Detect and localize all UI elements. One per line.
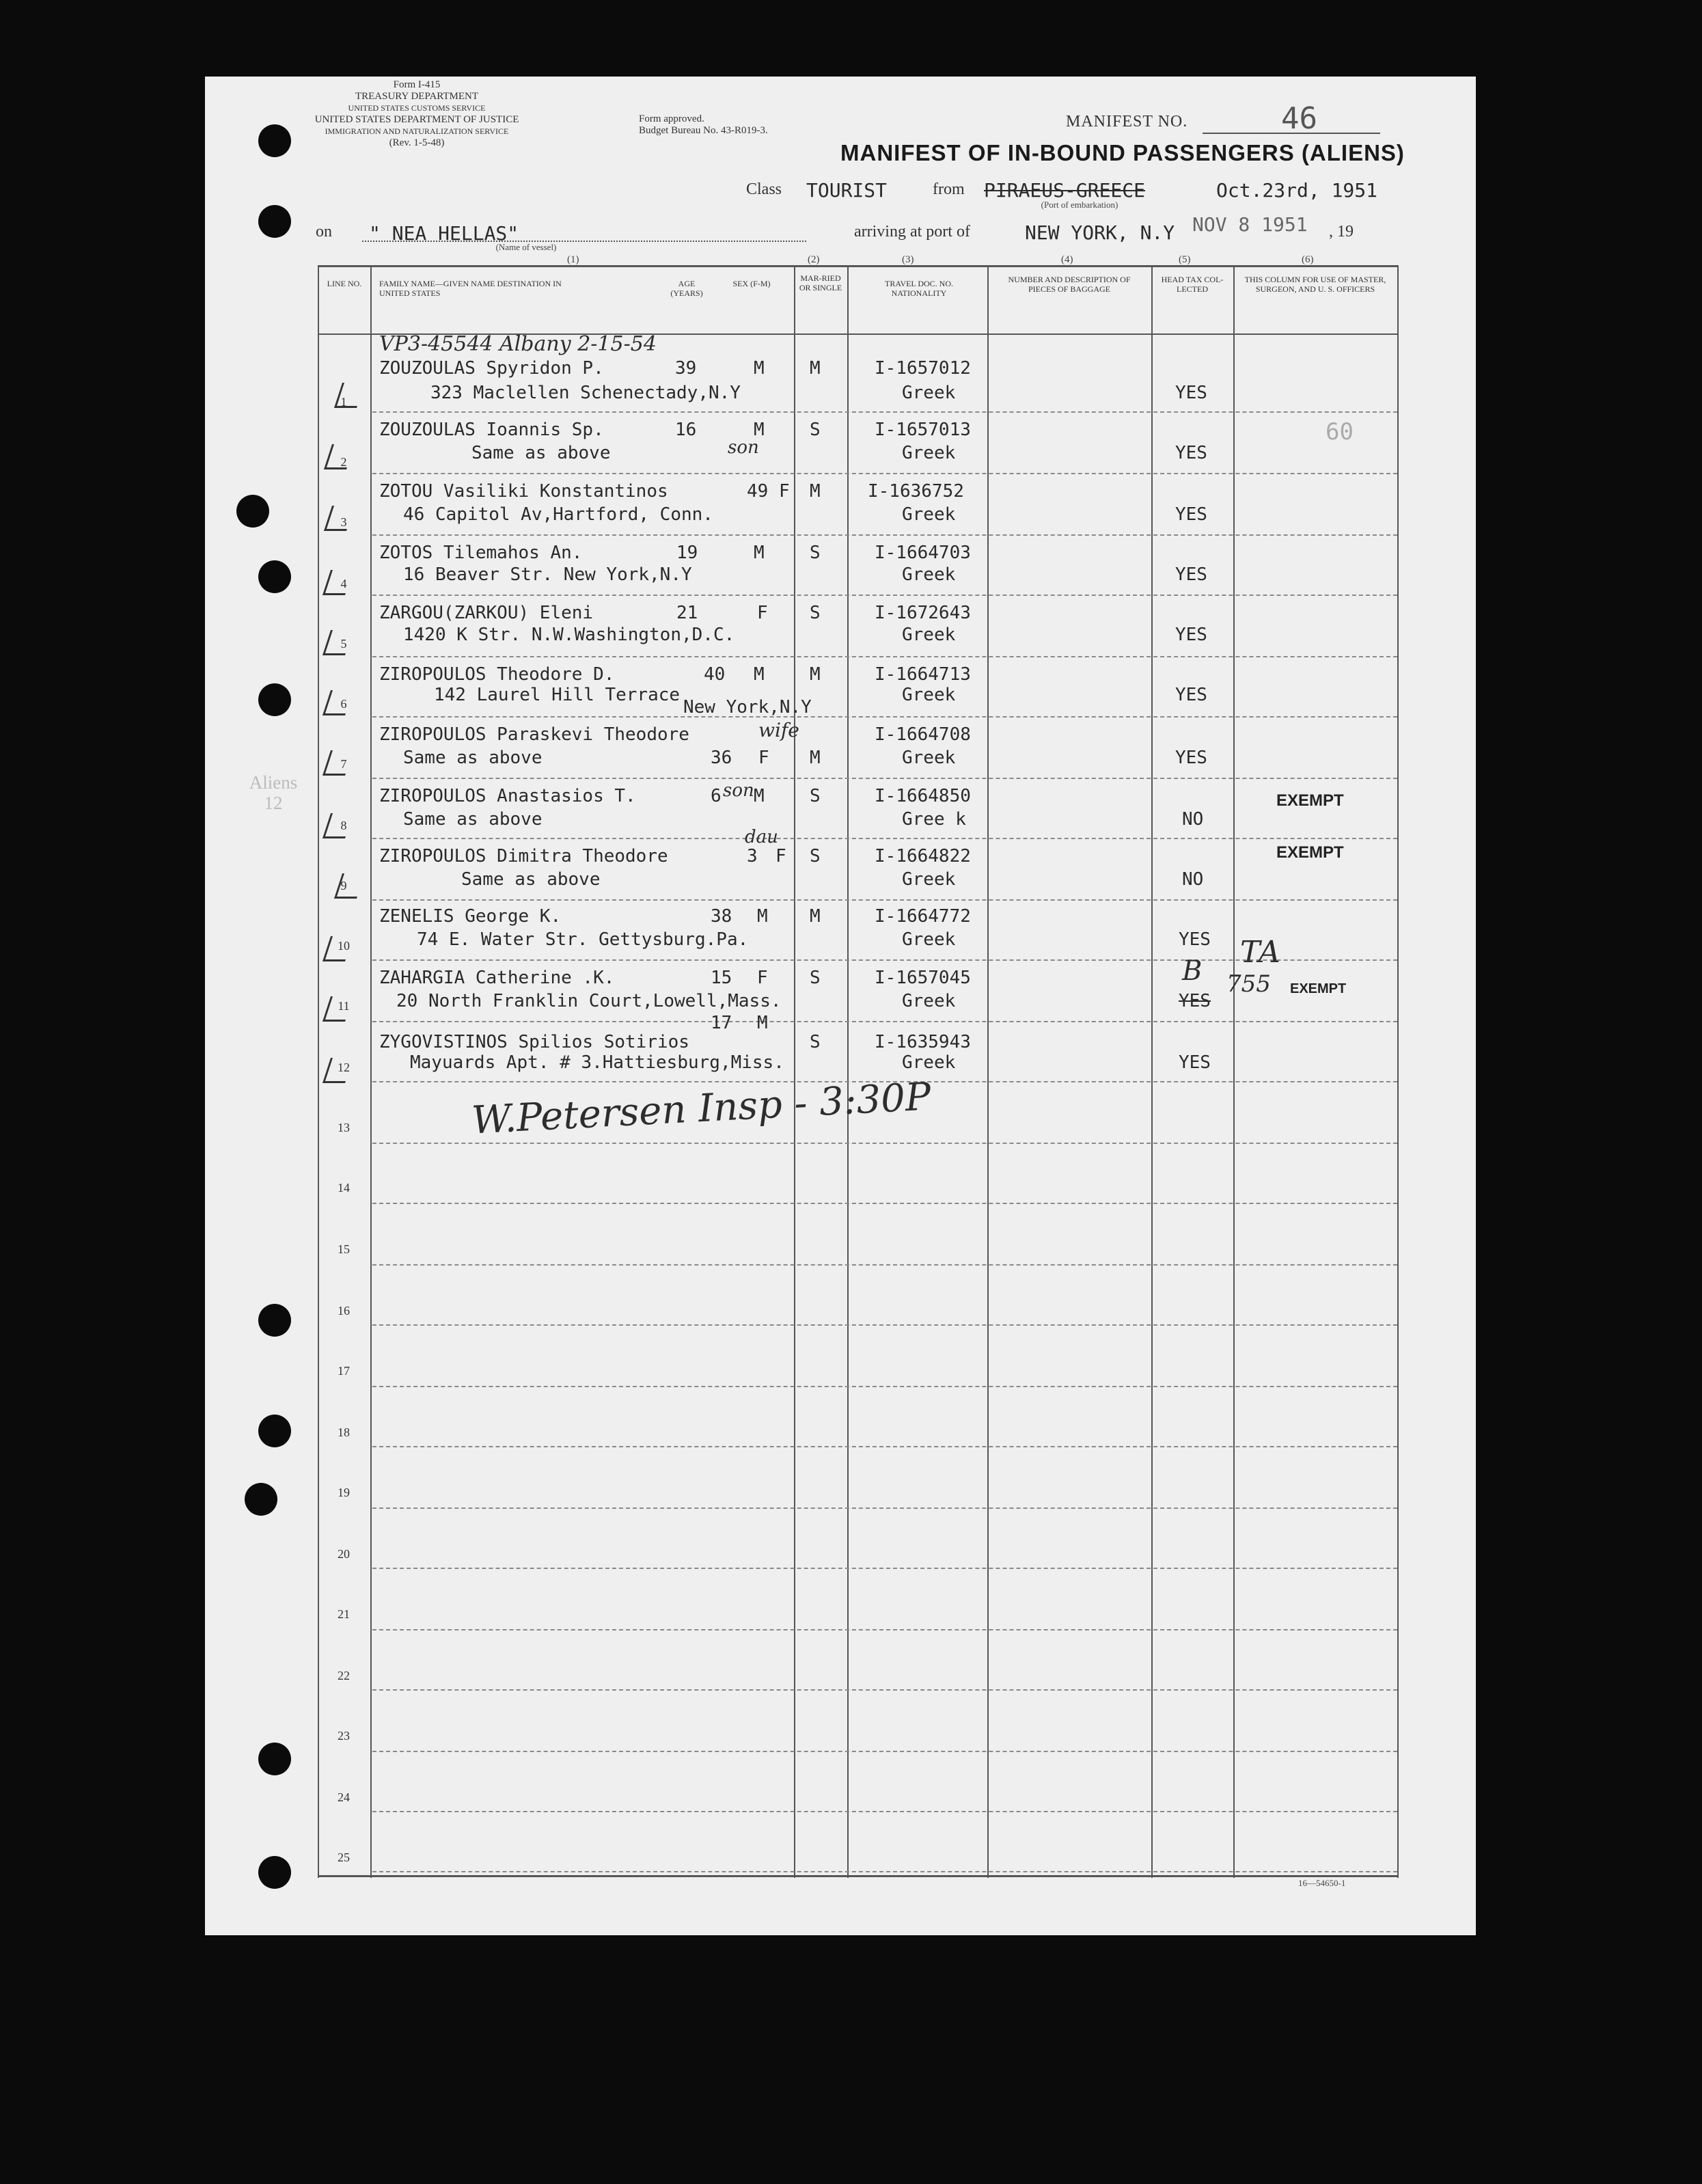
punch-hole — [236, 495, 269, 528]
travel-doc-no: I-1657045 — [875, 968, 971, 988]
destination-address: 20 North Franklin Court,Lowell,Mass. — [396, 991, 782, 1011]
travel-doc-no: I-1657012 — [875, 358, 971, 379]
manifest-no-value: 46 — [1281, 101, 1317, 136]
line-number: 15 — [338, 1242, 350, 1256]
class-label: Class — [746, 180, 782, 198]
passenger-sex: F — [757, 968, 768, 988]
destination-address: Same as above — [471, 443, 611, 463]
manifest-no-rule — [1203, 133, 1380, 134]
head-tax: YES — [1179, 929, 1211, 950]
ta-annotation: TA — [1240, 935, 1280, 970]
exempt-stamp: EXEMPT — [1290, 981, 1347, 996]
row-rule — [372, 1264, 1397, 1266]
destination-address: Same as above — [403, 748, 543, 768]
passenger-status: S — [810, 846, 821, 866]
line-number: 6 — [340, 697, 347, 711]
travel-doc-no: I-1636752 — [868, 481, 964, 502]
ta-code-annotation: 755 — [1226, 970, 1271, 998]
line-number: 3 — [340, 515, 347, 529]
column-number: (5) — [1179, 254, 1191, 265]
row-rule — [372, 1021, 1397, 1022]
line-number: 1 — [340, 395, 347, 409]
passenger-age: 6 — [711, 786, 722, 806]
passenger-name: ZIROPOULOS Dimitra Theodore — [379, 846, 668, 866]
top-annotation: VP3-45544 Albany 2-15-54 — [379, 332, 657, 356]
passenger-sex: M — [754, 664, 765, 685]
passenger-name: ZOUZOULAS Spyridon P. — [379, 358, 604, 379]
passenger-name: ZYGOVISTINOS Spilios Sotirios — [379, 1032, 689, 1052]
embark-date-value: Oct.23rd, 1951 — [1216, 179, 1378, 202]
row-rule — [372, 1568, 1397, 1569]
punch-hole — [258, 1415, 291, 1447]
punch-hole — [245, 1483, 277, 1516]
passenger-age: 3 — [747, 846, 758, 866]
passenger-status: S — [810, 603, 821, 623]
issuer-line: IMMIGRATION AND NATURALIZATION SERVICE — [325, 126, 509, 136]
nationality: Gree k — [902, 809, 966, 830]
row-rule — [372, 1811, 1397, 1812]
line-number: 25 — [338, 1851, 350, 1864]
punch-hole — [258, 1304, 291, 1337]
line-number: 4 — [340, 577, 347, 590]
travel-doc-no: I-1664850 — [875, 786, 971, 806]
on-label: on — [316, 223, 332, 241]
year-suffix: , 19 — [1329, 223, 1354, 241]
row-rule — [372, 1629, 1397, 1630]
passenger-age: 19 — [676, 543, 698, 563]
revision: (Rev. 1-5-48) — [389, 137, 445, 148]
approval-block — [639, 113, 768, 137]
passenger-status: M — [810, 748, 821, 768]
line-number: 16 — [338, 1304, 350, 1318]
col-header-line: LINE NO. — [327, 279, 362, 288]
passenger-sex: F — [775, 846, 786, 866]
print-code: 16—54650-1 — [1298, 1878, 1346, 1888]
page-title: MANIFEST OF IN-BOUND PASSENGERS (ALIENS) — [840, 140, 1405, 165]
line-number: 22 — [338, 1669, 350, 1682]
col-rule — [794, 265, 795, 1878]
line-number: 5 — [340, 637, 347, 651]
passenger-status: S — [810, 1032, 821, 1052]
passenger-status: S — [810, 786, 821, 806]
passenger-name: ZIROPOULOS Theodore D. — [379, 664, 615, 685]
row-rule — [372, 534, 1397, 536]
col-rule — [987, 265, 989, 1878]
travel-doc-no: I-1657013 — [875, 420, 971, 440]
passenger-name: ZAHARGIA Catherine .K. — [379, 968, 615, 988]
row-rule — [372, 899, 1397, 901]
passenger-name: ZARGOU(ZARKOU) Eleni — [379, 603, 594, 623]
passenger-age: 49 — [747, 481, 769, 502]
passenger-age: 15 — [711, 968, 732, 988]
nationality: Greek — [902, 869, 956, 890]
destination-address: 46 Capitol Av,Hartford, Conn. — [403, 504, 713, 525]
line-number: 21 — [338, 1607, 350, 1621]
table-bottom-rule — [318, 1875, 1397, 1877]
col-rule — [1397, 265, 1399, 1878]
row-rule — [372, 1446, 1397, 1447]
passenger-sex: M — [754, 358, 765, 379]
row-rule — [372, 1507, 1397, 1509]
head-tax: YES — [1175, 443, 1207, 463]
row-rule — [372, 1324, 1397, 1326]
row-rule — [372, 1871, 1397, 1872]
row-rule — [372, 473, 1397, 474]
column-number: (3) — [902, 254, 914, 265]
row-rule — [372, 778, 1397, 779]
destination-address: 16 Beaver Str. New York,N.Y — [403, 564, 692, 585]
travel-doc-no: I-1664708 — [875, 724, 971, 745]
row-rule — [372, 716, 1397, 718]
nationality: Greek — [902, 625, 956, 645]
head-tax: YES — [1175, 685, 1207, 705]
line-number: 2 — [340, 455, 347, 469]
issuer-line: UNITED STATES CUSTOMS SERVICE — [348, 103, 486, 113]
col-header-travel-doc: TRAVEL DOC. NO. NATIONALITY — [884, 279, 953, 298]
col-rule — [370, 265, 372, 1878]
passenger-name: ZOTOS Tilemahos An. — [379, 543, 583, 563]
passenger-name: ZIROPOULOS Anastasios T. — [379, 786, 636, 806]
col-rule — [1233, 265, 1235, 1878]
head-tax: YES — [1175, 504, 1207, 525]
line-number: 8 — [340, 819, 347, 832]
passenger-name: ZIROPOULOS Paraskevi Theodore — [379, 724, 689, 745]
col-header-head-tax: HEAD TAX COL-LECTED — [1161, 275, 1224, 294]
nationality: Greek — [902, 929, 956, 950]
line-number: 9 — [340, 879, 347, 892]
head-tax: YES — [1179, 1052, 1211, 1073]
col-header-name: FAMILY NAME—GIVEN NAME DESTINATION IN UNITED STATES — [379, 279, 562, 298]
nationality: Greek — [902, 1052, 956, 1073]
passenger-age: 17 — [711, 1013, 732, 1033]
passenger-age: 36 — [711, 748, 732, 768]
issuer-line: TREASURY DEPARTMENT — [355, 91, 479, 102]
line-number: 12 — [338, 1061, 350, 1074]
line-number: 19 — [338, 1486, 350, 1499]
col-rule — [1151, 265, 1153, 1878]
row-rule — [372, 1689, 1397, 1691]
passenger-status: S — [810, 968, 821, 988]
passenger-name: ZOTOU Vasiliki Konstantinos — [379, 481, 668, 502]
column-number: (1) — [567, 254, 579, 265]
row-rule — [372, 595, 1397, 596]
col-rule — [318, 265, 319, 1878]
passenger-status: M — [810, 358, 821, 379]
row-rule — [372, 838, 1397, 839]
passenger-status: S — [810, 420, 821, 440]
punch-hole — [258, 683, 291, 716]
destination-address: 1420 K Str. N.W.Washington,D.C. — [403, 625, 735, 645]
head-tax: NO — [1182, 809, 1204, 830]
line-number: 24 — [338, 1790, 350, 1804]
col-header-sex: SEX (F-M) — [732, 279, 771, 288]
punch-hole — [258, 124, 291, 157]
passenger-age: 40 — [704, 664, 726, 685]
travel-doc-no: I-1664713 — [875, 664, 971, 685]
inspector-signature: W.Petersen Insp - 3:30P — [470, 1074, 933, 1143]
passenger-age: 38 — [711, 906, 732, 927]
punch-hole — [258, 1743, 291, 1775]
destination-address: 323 Maclellen Schenectady,N.Y — [430, 383, 741, 403]
destination-address: Mayuards Apt. # 3.Hattiesburg,Miss. — [410, 1052, 784, 1073]
passenger-status: M — [810, 906, 821, 927]
nationality: Greek — [902, 443, 956, 463]
nationality: Greek — [902, 991, 956, 1011]
b-annotation: B — [1182, 955, 1203, 987]
passenger-sex: F — [758, 748, 769, 768]
row-rule — [372, 411, 1397, 413]
exempt-stamp: EXEMPT — [1276, 843, 1344, 862]
nationality: Greek — [902, 504, 956, 525]
line-number: 17 — [338, 1364, 350, 1378]
head-tax: YES — [1179, 991, 1211, 1011]
destination-address: 74 E. Water Str. Gettysburg.Pa. — [417, 929, 749, 950]
line-number: 18 — [338, 1425, 350, 1439]
line-number: 10 — [338, 939, 350, 953]
row-rule — [372, 1751, 1397, 1752]
relation-note: son — [728, 437, 759, 458]
col-header-age: AGE (YEARS) — [670, 279, 703, 298]
travel-doc-no: I-1672643 — [875, 603, 971, 623]
row-rule — [372, 1203, 1397, 1204]
line-number: 11 — [338, 999, 350, 1013]
relation-note: wife — [758, 719, 799, 741]
passenger-sex: F — [779, 481, 790, 502]
form-id: Form I-415 — [393, 79, 441, 90]
travel-doc-no: I-1664772 — [875, 906, 971, 927]
aliens-count-note — [236, 772, 311, 813]
vessel-caption: (Name of vessel) — [495, 242, 557, 252]
manifest-no-label: MANIFEST NO. — [1066, 113, 1188, 131]
exempt-stamp: EXEMPT — [1276, 791, 1344, 810]
embark-port-value: PIRAEUS-GREECE — [984, 179, 1146, 202]
travel-doc-no: I-1664822 — [875, 846, 971, 866]
issuer-line: UNITED STATES DEPARTMENT OF JUSTICE — [314, 114, 519, 125]
head-tax: YES — [1175, 564, 1207, 585]
approval-line: Form approved. — [639, 113, 704, 124]
passenger-age: 39 — [675, 358, 697, 379]
approval-line: Budget Bureau No. 43-R019-3. — [639, 125, 768, 136]
passenger-sex: M — [754, 420, 765, 440]
head-tax: YES — [1175, 748, 1207, 768]
passenger-sex: M — [757, 1013, 768, 1033]
passenger-name: ZOUZOULAS Ioannis Sp. — [379, 420, 604, 440]
column-number: (2) — [808, 254, 820, 265]
arrival-port-value: NEW YORK, N.Y — [1025, 221, 1175, 244]
line-number: 7 — [340, 757, 347, 771]
from-label: from — [933, 180, 965, 198]
passenger-age: 16 — [675, 420, 697, 440]
column-number: (4) — [1061, 254, 1073, 265]
destination-address-cont: New York,N.Y — [683, 697, 812, 718]
passenger-status: M — [810, 481, 821, 502]
column-number: (6) — [1302, 254, 1314, 265]
arrival-date-stamp: NOV 8 1951 — [1192, 213, 1308, 236]
row-rule — [372, 1143, 1397, 1144]
col-header-baggage: NUMBER AND DESCRIPTION OF PIECES OF BAGGAGE — [1008, 275, 1131, 294]
passenger-age: 21 — [676, 603, 698, 623]
side-note-label: Aliens — [249, 772, 298, 793]
vessel-name: " NEA HELLAS" — [369, 222, 519, 245]
line-number: 13 — [338, 1121, 350, 1134]
passenger-sex: M — [754, 786, 765, 806]
punch-hole — [258, 1856, 291, 1889]
arriving-label: arriving at port of — [854, 223, 970, 241]
vessel-rule — [362, 241, 806, 242]
col-rule — [847, 265, 849, 1878]
passenger-name: ZENELIS George K. — [379, 906, 562, 927]
nationality: Greek — [902, 748, 956, 768]
line-number: 23 — [338, 1729, 350, 1743]
passenger-status: M — [810, 664, 821, 685]
head-tax: YES — [1175, 625, 1207, 645]
passenger-sex: M — [754, 543, 765, 563]
destination-address: 142 Laurel Hill Terrace — [434, 685, 681, 705]
punch-hole — [258, 560, 291, 593]
nationality: Greek — [902, 685, 956, 705]
row-rule — [372, 656, 1397, 657]
form-issuer-block — [301, 79, 533, 149]
head-tax: YES — [1175, 383, 1207, 403]
embark-port-caption: (Port of embarkation) — [1041, 200, 1118, 210]
destination-address: Same as above — [403, 809, 543, 830]
line-number: 14 — [338, 1181, 350, 1195]
passenger-status: S — [810, 543, 821, 563]
class-value: TOURIST — [806, 179, 888, 202]
head-tax: NO — [1182, 869, 1204, 890]
passenger-sex: F — [757, 603, 768, 623]
passenger-sex: M — [757, 906, 768, 927]
punch-hole — [258, 205, 291, 238]
table-top-rule — [318, 265, 1397, 267]
col-header-married: MAR-RIED OR SINGLE — [799, 273, 842, 292]
nationality: Greek — [902, 383, 956, 403]
col-header-officers: THIS COLUMN FOR USE OF MASTER, SURGEON, AND U. S. OFFICERS — [1244, 275, 1386, 294]
destination-address: Same as above — [461, 869, 601, 890]
row-rule — [372, 1386, 1397, 1387]
margin-mark: 60 — [1326, 418, 1354, 446]
side-note-count: 12 — [264, 793, 283, 813]
travel-doc-no: I-1635943 — [875, 1032, 971, 1052]
relation-note: dau — [745, 827, 778, 847]
line-number: 20 — [338, 1547, 350, 1561]
nationality: Greek — [902, 564, 956, 585]
travel-doc-no: I-1664703 — [875, 543, 971, 563]
relation-note: son — [723, 780, 754, 801]
